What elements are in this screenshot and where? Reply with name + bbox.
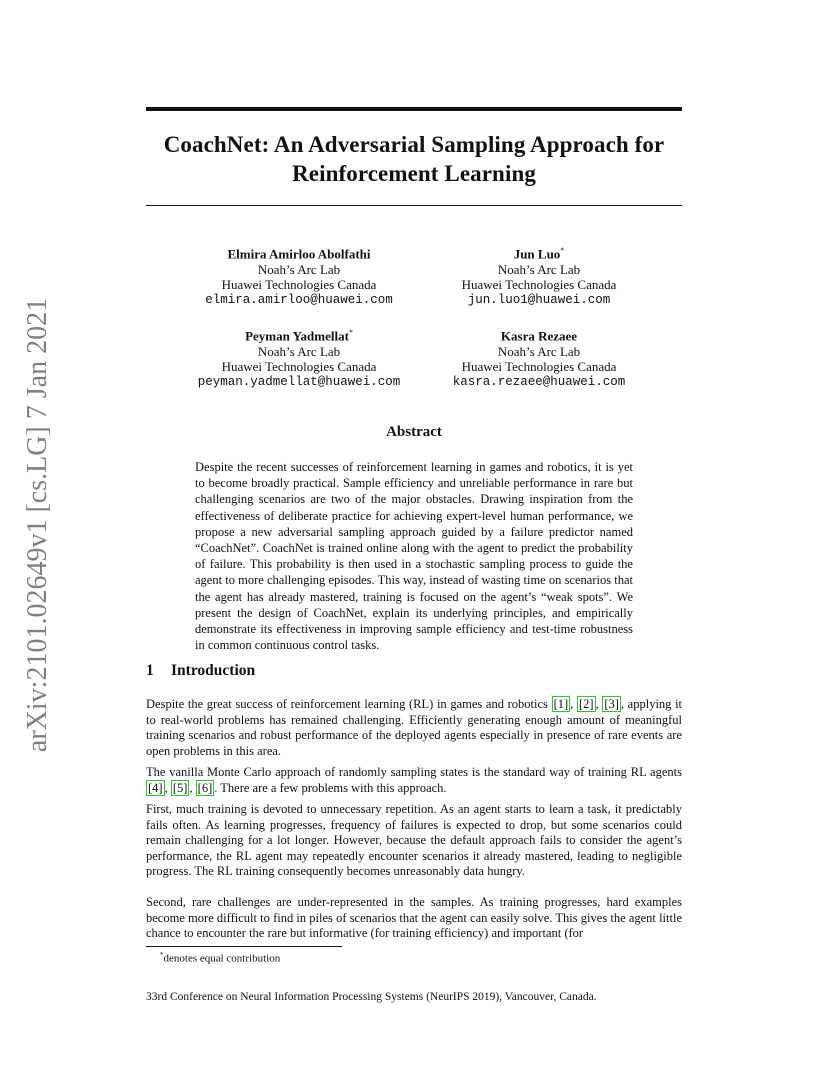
author-name: Kasra Rezaee [500, 328, 578, 344]
title-top-rule [146, 107, 682, 111]
author-block-2 [414, 243, 664, 308]
intro-paragraph-4: Second, rare challenges are under-represented in the samples. As training progresses, hard examples become more difficult to find in piles of scenarios that the agent can easily solve. This gives the agent little chance to encounter the rare but informative (for training efficiency) and important (for [146, 895, 682, 941]
footnote: *denotes equal contribution [160, 951, 281, 965]
citation-link[interactable]: [5] [172, 780, 188, 795]
abstract-text: Despite the recent successes of reinforcement learning in games and robotics, it is yet to become broadly practical. Sample efficiency and unreliable performance in rare but challenging scenarios are two of the major obstacles. Drawing inspiration from the effectiveness of deliberate practice for achieving expert-level human performance, we propose a new adversarial sampling approach guided by a failure predictor named “CoachNet”. CoachNet is trained online along with the agent to predict the probability of failure. This probability is then used in a stochastic sampling process to guide the agent to more challenging episodes. This way, instead of wasting time on scenarios that the agent has already mastered, training is focused on the agent’s “weak spots”. We present the design of CoachNet, explain its underlying principles, and empirically demonstrate its effectiveness in improving sample efficiency and test-time robustness in common continuous control tasks. [195, 460, 633, 653]
abstract-heading: Abstract [386, 424, 442, 440]
section-title: Introduction [171, 662, 256, 679]
author-lab: Noah’s Arc Lab [257, 261, 341, 277]
title-line-1: CoachNet: An Adversarial Sampling Approach for [163, 132, 665, 157]
intro-paragraph-2: The vanilla Monte Carlo approach of randomly sampling states is the standard way of training RL agents [4] , [5] , [6] . There are a few problems with this approach. [146, 765, 682, 795]
author-name: Peyman Yadmellat* [245, 328, 353, 344]
author-org: Huawei Technologies Canada [221, 277, 377, 293]
citation-link[interactable]: [3] [604, 697, 619, 711]
author-block-1 [174, 243, 424, 308]
author-name: Jun Luo* [513, 246, 565, 262]
title-line-2: Reinforcement Learning [292, 161, 536, 186]
author-block-3 [174, 325, 424, 390]
author-name: Elmira Amirloo Abolfathi [227, 246, 371, 262]
citation-link[interactable]: [2] [578, 697, 594, 711]
author-lab: Noah’s Arc Lab [497, 261, 581, 277]
section-number: 1 [146, 662, 154, 679]
title-bottom-rule [146, 205, 682, 206]
citation-link[interactable]: [4] [148, 780, 163, 795]
author-email[interactable]: peyman.yadmellat@huawei.com [197, 374, 401, 389]
citation-link[interactable]: [1] [553, 697, 569, 711]
paper-title [146, 130, 682, 188]
venue-footer: 33rd Conference on Neural Information Processing Systems (NeurIPS 2019), Vancouver, Canada. [146, 991, 597, 1003]
author-email[interactable]: elmira.amirloo@huawei.com [205, 292, 393, 307]
intro-paragraph-1: Despite the great success of reinforcement learning (RL) in games and robotics [1] , [2] , [3] , applying it to real-world problems has remained challenging. Efficiently generating enough amount of meaningful training scenarios and robust performance of the deployed agents especially in presence of rare events are open problems in this area. [146, 697, 683, 758]
author-lab: Noah’s Arc Lab [257, 343, 341, 359]
footnote-rule [146, 946, 342, 947]
author-email[interactable]: kasra.rezaee@huawei.com [452, 374, 626, 389]
author-block-4 [414, 325, 664, 390]
author-email[interactable]: jun.luo1@huawei.com [467, 292, 611, 307]
arxiv-sidebar-stamp: arXiv:2101.02649v1 [cs.LG] 7 Jan 2021 [22, 297, 53, 753]
section-heading-introduction [146, 662, 255, 680]
author-org: Huawei Technologies Canada [461, 359, 617, 375]
author-org: Huawei Technologies Canada [461, 277, 617, 293]
intro-paragraph-3: First, much training is devoted to unnecessary repetition. As an agent starts to learn a task, it predictably fails often. As learning progresses, frequency of failures is expected to drop, but some scenarios could remain challenging for a lot longer. However, because the default approach fails to consider the agent’s performance, the RL agent may repeatedly encounter scenarios it already mastered, leading to negligible progress. The RL training consequently becomes unreasonably data hungry. [146, 802, 682, 879]
citation-link[interactable]: [6] [197, 780, 213, 795]
author-org: Huawei Technologies Canada [221, 359, 377, 375]
author-lab: Noah’s Arc Lab [497, 343, 581, 359]
